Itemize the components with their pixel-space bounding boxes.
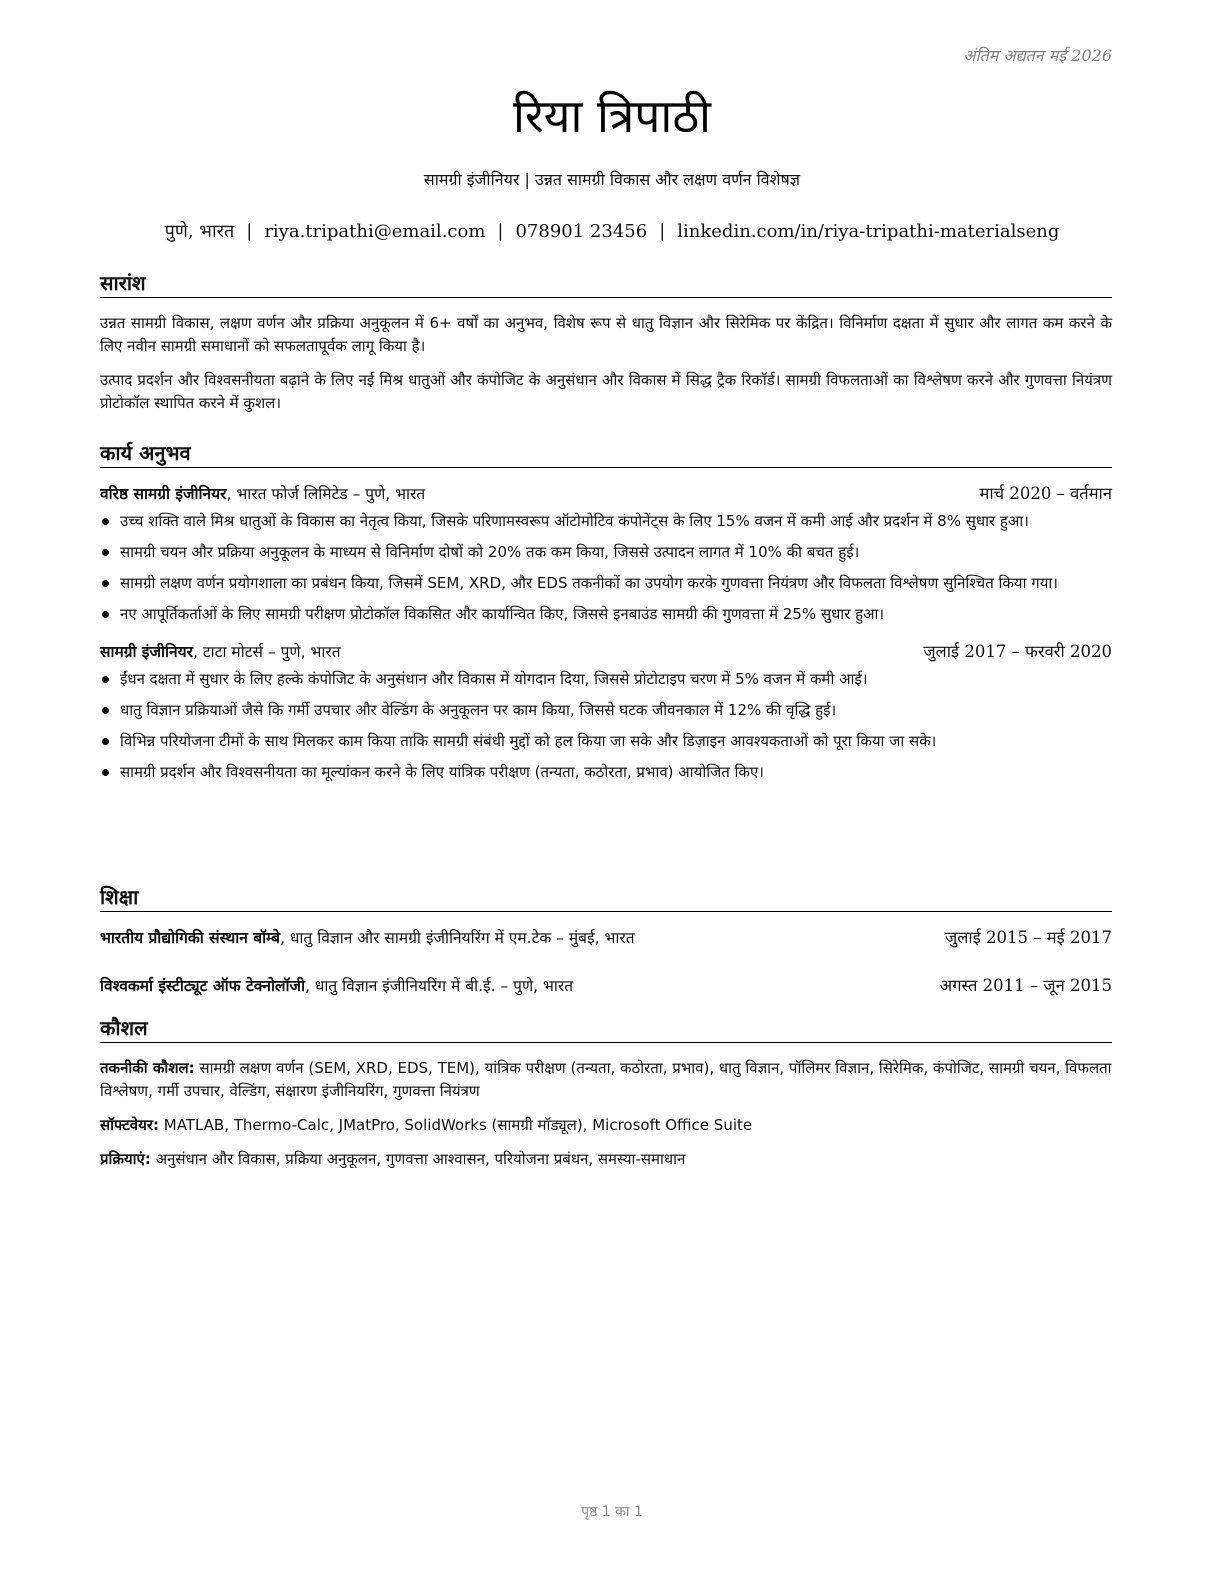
bullet-text: सामग्री प्रदर्शन और विश्वसनीयता का मूल्यांकन करने के लिए यांत्रिक परीक्षण (तन्यता, कठोरता, प्रभाव) आयोजित किए। [120, 763, 764, 781]
job-role: सामग्री इंजीनियर [100, 643, 193, 661]
job-title-line [100, 640, 341, 664]
education-section [100, 884, 1112, 998]
contact-separator: | [246, 221, 253, 242]
job-entry [100, 482, 1112, 626]
job-bullets [100, 668, 1112, 784]
bullet-text: विभिन्न परियोजना टीमों के साथ मिलकर काम किया ताकि सामग्री संबंधी मुद्दों को हल किया जा सके और डिज़ाइन आवश्यकताओं को पूरा किया जा सके। [120, 732, 937, 750]
contact-location: पुणे, भारत [164, 221, 235, 242]
bullet-text: उच्च शक्ति वाले मिश्र धातुओं के विकास का नेतृत्व किया, जिसके परिणामस्वरूप ऑटोमोटिव कंपोनेंट्स के लिए 15% वजन में कमी आई और प्रदर्शन में 8% सुधार हुआ। [120, 512, 1029, 530]
candidate-name: रिया त्रिपाठी [513, 89, 711, 143]
education-line [100, 926, 635, 950]
education-institution: भारतीय प्रौद्योगिकी संस्थान बॉम्बे [100, 929, 281, 947]
contact-linkedin[interactable]: linkedin.com/in/riya-tripathi-materialseng [677, 221, 1060, 242]
section-title-education: शिक्षा [100, 884, 1112, 912]
education-detail: , धातु विज्ञान इंजीनियरिंग में बी.ई. – पुणे, भारत [305, 977, 574, 995]
education-entry [100, 926, 1112, 950]
skills-section [100, 1015, 1112, 1171]
bullet-text: धातु विज्ञान प्रक्रियाओं जैसे कि गर्मी उपचार और वेल्डिंग के अनुकूलन पर काम किया, जिससे घटक जीवनकाल में 12% की वृद्धि हुई। [120, 701, 837, 719]
contact-separator: | [659, 221, 666, 242]
bullet-text: नए आपूर्तिकर्ताओं के लिए सामग्री परीक्षण प्रोटोकॉल विकसित और कार्यान्वित किए, जिससे इनबाउंड सामग्री की गुणवत्ता में 25% सुधार हुआ। [120, 605, 885, 623]
education-line [100, 974, 573, 998]
last-updated: अंतिम अद्यतन मई 2026 [963, 46, 1112, 65]
list-item [100, 603, 1112, 626]
education-detail: , धातु विज्ञान और सामग्री इंजीनियरिंग में एम.टेक – मुंबई, भारत [280, 929, 635, 947]
list-item [100, 572, 1112, 595]
list-item [100, 761, 1112, 784]
bullet-dot-icon [102, 518, 109, 525]
education-dates: अगस्त 2011 – जून 2015 [939, 976, 1112, 995]
job-header [100, 640, 1112, 664]
list-item [100, 668, 1112, 691]
skill-text: MATLAB, Thermo-Calc, JMatPro, SolidWorks (सामग्री मॉड्यूल), Microsoft Office Suite [158, 1116, 753, 1134]
list-item [100, 699, 1112, 722]
summary-paragraph: उन्नत सामग्री विकास, लक्षण वर्णन और प्रक्रिया अनुकूलन में 6+ वर्षों का अनुभव, विशेष रूप से धातु विज्ञान और सिरेमिक पर केंद्रित। विनिर्माण दक्षता में सुधार और लागत कम करने के लिए नवीन सामग्री समाधानों को सफलतापूर्वक लागू किया है। [100, 314, 1112, 355]
bullet-dot-icon [102, 707, 109, 714]
bullet-dot-icon [102, 611, 109, 618]
experience-section [100, 440, 1112, 792]
skill-text: सामग्री लक्षण वर्णन (SEM, XRD, EDS, TEM), यांत्रिक परीक्षण (तन्यता, कठोरता, प्रभाव), धातु विज्ञान, पॉलिमर विज्ञान, सिरेमिक, कंपोजिट, सामग्री चयन, विफलता विश्लेषण, गर्मी उपचार, वेल्डिंग, संक्षारण इंजीनियरिंग, गुणवत्ता नियंत्रण [100, 1059, 1112, 1100]
skill-label: तकनीकी कौशल: [100, 1059, 195, 1077]
bullet-text: ईंधन दक्षता में सुधार के लिए हल्के कंपोजिट के अनुसंधान और विकास में योगदान दिया, जिससे प्रोटोटाइप चरण में 5% वजन में कमी आई। [120, 670, 868, 688]
skill-text: अनुसंधान और विकास, प्रक्रिया अनुकूलन, गुणवत्ता आश्वासन, परियोजना प्रबंधन, समस्या-समाधान [150, 1150, 686, 1168]
bullet-dot-icon [102, 580, 109, 587]
page-footer: पृष्ठ 1 का 1 [581, 1504, 643, 1520]
summary-paragraph: उत्पाद प्रदर्शन और विश्वसनीयता बढ़ाने के लिए नई मिश्र धातुओं और कंपोजिट के अनुसंधान और विकास में सिद्ध ट्रैक रिकॉर्ड। सामग्री विफलताओं का विश्लेषण करने और गुणवत्ता नियंत्रण प्रोटोकॉल स्थापित करने में कुशल। [100, 371, 1112, 412]
skill-label: सॉफ्टवेयर: [100, 1116, 159, 1134]
section-title-skills: कौशल [100, 1015, 1112, 1043]
skill-label: प्रक्रियाएं: [100, 1150, 151, 1168]
job-dates: मार्च 2020 – वर्तमान [979, 484, 1112, 503]
skill-row [100, 1057, 1112, 1103]
education-dates: जुलाई 2015 – मई 2017 [945, 928, 1112, 947]
job-entry [100, 640, 1112, 784]
list-item [100, 541, 1112, 564]
job-org: , टाटा मोटर्स – पुणे, भारत [193, 643, 341, 661]
job-header [100, 482, 1112, 506]
job-org: , भारत फोर्ज लिमिटेड – पुणे, भारत [226, 485, 426, 503]
job-dates: जुलाई 2017 – फरवरी 2020 [923, 642, 1112, 661]
job-role: वरिष्ठ सामग्री इंजीनियर [100, 485, 227, 503]
skill-row [100, 1148, 1112, 1171]
bullet-dot-icon [102, 549, 109, 556]
bullet-text: सामग्री चयन और प्रक्रिया अनुकूलन के माध्यम से विनिर्माण दोषों को 20% तक कम किया, जिससे उत्पादन लागत में 10% की बचत हुई। [120, 543, 860, 561]
job-bullets [100, 510, 1112, 626]
bullet-dot-icon [102, 738, 109, 745]
contact-email[interactable]: riya.tripathi@email.com [264, 221, 486, 242]
contact-separator: | [497, 221, 504, 242]
tagline: सामग्री इंजीनियर | उन्नत सामग्री विकास और लक्षण वर्णन विशेषज्ञ [423, 170, 801, 189]
education-entry [100, 974, 1112, 998]
bullet-dot-icon [102, 676, 109, 683]
contact-line [0, 219, 1224, 243]
education-institution: विश्वकर्मा इंस्टीट्यूट ऑफ टेक्नोलॉजी [100, 977, 305, 995]
bullet-dot-icon [102, 769, 109, 776]
contact-phone[interactable]: 078901 23456 [515, 221, 648, 242]
section-title-summary: सारांश [100, 270, 1112, 298]
summary-section [100, 270, 1112, 415]
section-title-experience: कार्य अनुभव [100, 440, 1112, 468]
list-item [100, 510, 1112, 533]
bullet-text: सामग्री लक्षण वर्णन प्रयोगशाला का प्रबंधन किया, जिसमें SEM, XRD, और EDS तकनीकों का उपयोग करके गुणवत्ता नियंत्रण और विफलता विश्लेषण सुनिश्चित किया गया। [120, 574, 1058, 592]
job-title-line [100, 482, 425, 506]
list-item [100, 730, 1112, 753]
skill-row [100, 1114, 1112, 1137]
